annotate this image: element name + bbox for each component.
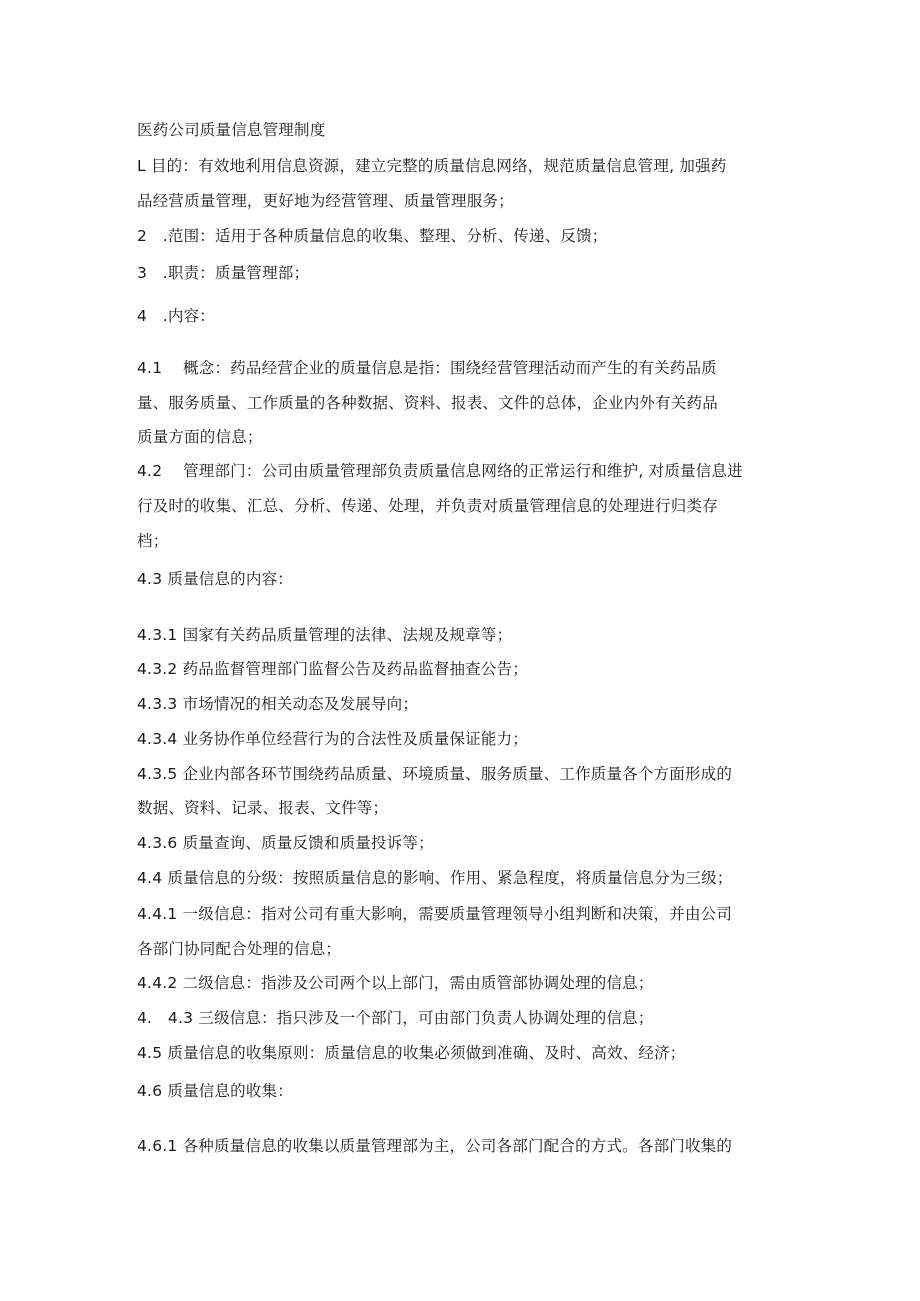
text-line: 4.3.6 质量查询、质量反馈和质量投诉等； (137, 834, 434, 852)
text-line: 4.3.1 国家有关药品质量管理的法律、法规及规章等； (137, 626, 513, 644)
text-line: 档； (137, 532, 169, 550)
text-line: 3 .职责：质量管理部； (137, 264, 310, 282)
text-line: 数据、资料、记录、报表、文件等； (137, 799, 389, 817)
text-line: 量、服务质量、工作质量的各种数据、资料、报表、文件的总体，企业内外有关药品 (137, 394, 718, 412)
text-line: 4.2 管理部门：公司由质量管理部负责质量信息网络的正常运行和维护, 对质量信息进 (137, 462, 743, 480)
text-line: 4.3.3 市场情况的相关动态及发展导向； (137, 695, 419, 713)
text-line: 4.4 质量信息的分级：按照质量信息的影响、作用、紧急程度，将质量信息分为三级； (137, 869, 733, 887)
text-line: 4.4.2 二级信息：指涉及公司两个以上部门，需由质管部协调处理的信息； (137, 974, 654, 992)
text-line: 4.6.1 各种质量信息的收集以质量管理部为主，公司各部门配合的方式。各部门收集的 (137, 1137, 733, 1155)
text-line: 品经营质量管理，更好地为经营管理、质量管理服务； (137, 192, 514, 210)
text-line: 4.5 质量信息的收集原则：质量信息的收集必须做到准确、及时、高效、经济； (137, 1044, 686, 1062)
text-line: 行及时的收集、汇总、分析、传递、处理，并负责对质量管理信息的处理进行归类存 (137, 497, 718, 515)
text-line: 各部门协同配合处理的信息； (137, 940, 342, 958)
text-line: 4. 4.3 三级信息：指只涉及一个部门，可由部门负责人协调处理的信息； (137, 1009, 654, 1027)
text-line: 4.3.4 业务协作单位经营行为的合法性及质量保证能力； (137, 730, 528, 748)
text-line: L 目的：有效地利用信息资源，建立完整的质量信息网络，规范质量信息管理, 加强药 (137, 157, 727, 175)
text-line: 4.3.2 药品监督管理部门监督公告及药品监督抽查公告； (137, 660, 528, 678)
text-line: 2 .范围：适用于各种质量信息的收集、整理、分析、传递、反馈； (137, 227, 608, 245)
text-line: 4.3 质量信息的内容： (137, 570, 293, 588)
text-line: 4.1 概念：药品经营企业的质量信息是指：围绕经营管理活动而产生的有关药品质 (137, 359, 717, 377)
text-line: 4.6 质量信息的收集： (137, 1082, 293, 1100)
document-title: 医药公司质量信息管理制度 (137, 121, 326, 139)
text-line: 4 .内容： (137, 307, 215, 325)
text-line: 4.4.1 一级信息：指对公司有重大影响，需要质量管理领导小组判断和决策，并由公司 (137, 905, 733, 923)
text-line: 质量方面的信息； (137, 428, 263, 446)
text-line: 4.3.5 企业内部各环节围绕药品质量、环境质量、服务质量、工作质量各个方面形成的 (137, 765, 733, 783)
